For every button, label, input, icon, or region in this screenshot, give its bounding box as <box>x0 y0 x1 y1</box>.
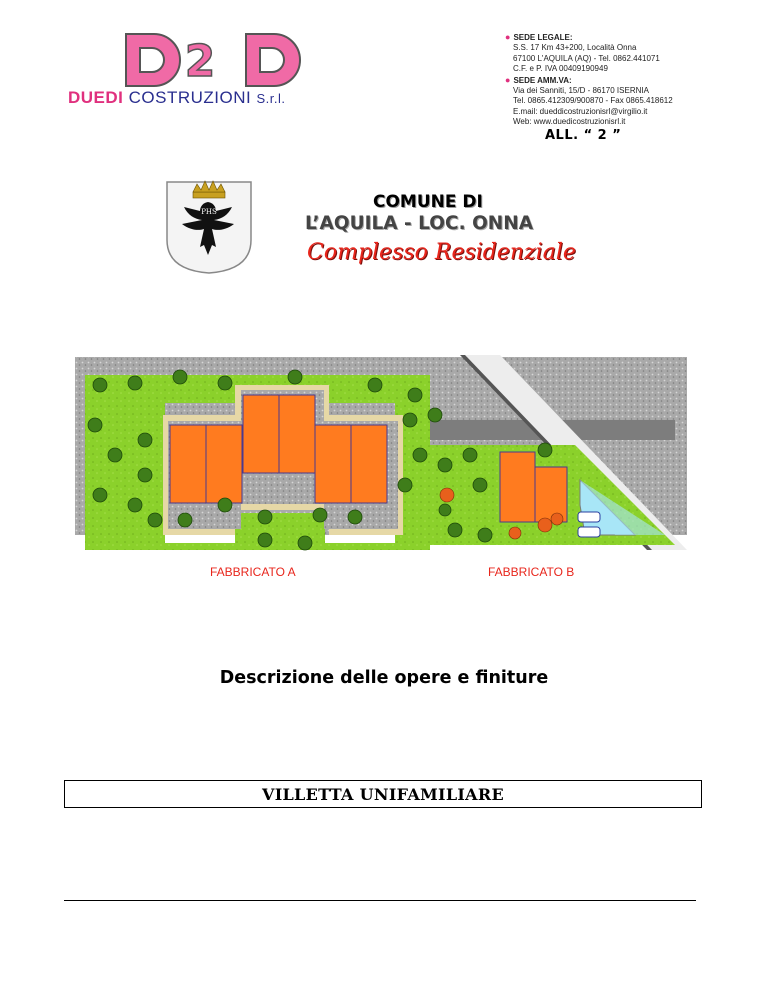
sede-amm-line: Tel. 0865.412309/900870 - Fax 0865.418612 <box>513 96 673 106</box>
sede-amm-line: Web: www.duedicostruzionisrl.it <box>513 117 626 127</box>
company-name <box>68 88 286 108</box>
sede-legale-line: C.F. e P. IVA 00409190949 <box>513 64 608 74</box>
building-a-label: FABBRICATO A <box>210 565 296 579</box>
building-b-label: FABBRICATO B <box>488 565 575 579</box>
sede-amm-line: E.mail: dueddicostruzionisrl@virgilio.it <box>513 106 648 116</box>
document-title: Descrizione delle opere e finiture <box>219 668 549 688</box>
unit-type-box <box>64 780 702 808</box>
sede-legale-line: S.S. 17 Km 43+200, Località Onna <box>513 43 637 53</box>
sede-legale-line: 67100 L'AQUILA (AQ) - Tel. 0862.441071 <box>513 53 660 63</box>
complex-name: Complesso Residenziale <box>307 240 576 265</box>
location-heading: L’AQUILA - LOC. ONNA <box>305 213 534 234</box>
sede-amm-label: SEDE AMM.VA: <box>513 75 572 85</box>
city-crest-icon <box>163 178 255 275</box>
sede-amm-line: Via dei Sanniti, 15/D - 86170 ISERNIA <box>513 86 649 96</box>
company-name-suffix: S.r.l. <box>256 91 286 106</box>
site-plan-image <box>75 355 687 560</box>
company-name-rest: COSTRUZIONI <box>128 88 252 107</box>
comune-heading: COMUNE DI <box>373 192 483 212</box>
company-contact <box>505 32 735 128</box>
attachment-label: ALL. “ 2 ” <box>545 128 622 143</box>
company-name-bold: DUEDI <box>68 88 124 107</box>
bullet-icon: ● <box>505 74 511 85</box>
bullet-icon: ● <box>505 32 511 42</box>
bottom-divider <box>64 900 696 901</box>
crest-text: PHS <box>201 208 217 216</box>
sede-legale-label: SEDE LEGALE: <box>513 33 573 42</box>
unit-type-text: VILLETTA UNIFAMILIARE <box>262 785 504 804</box>
svg-text:2: 2 <box>184 36 216 87</box>
